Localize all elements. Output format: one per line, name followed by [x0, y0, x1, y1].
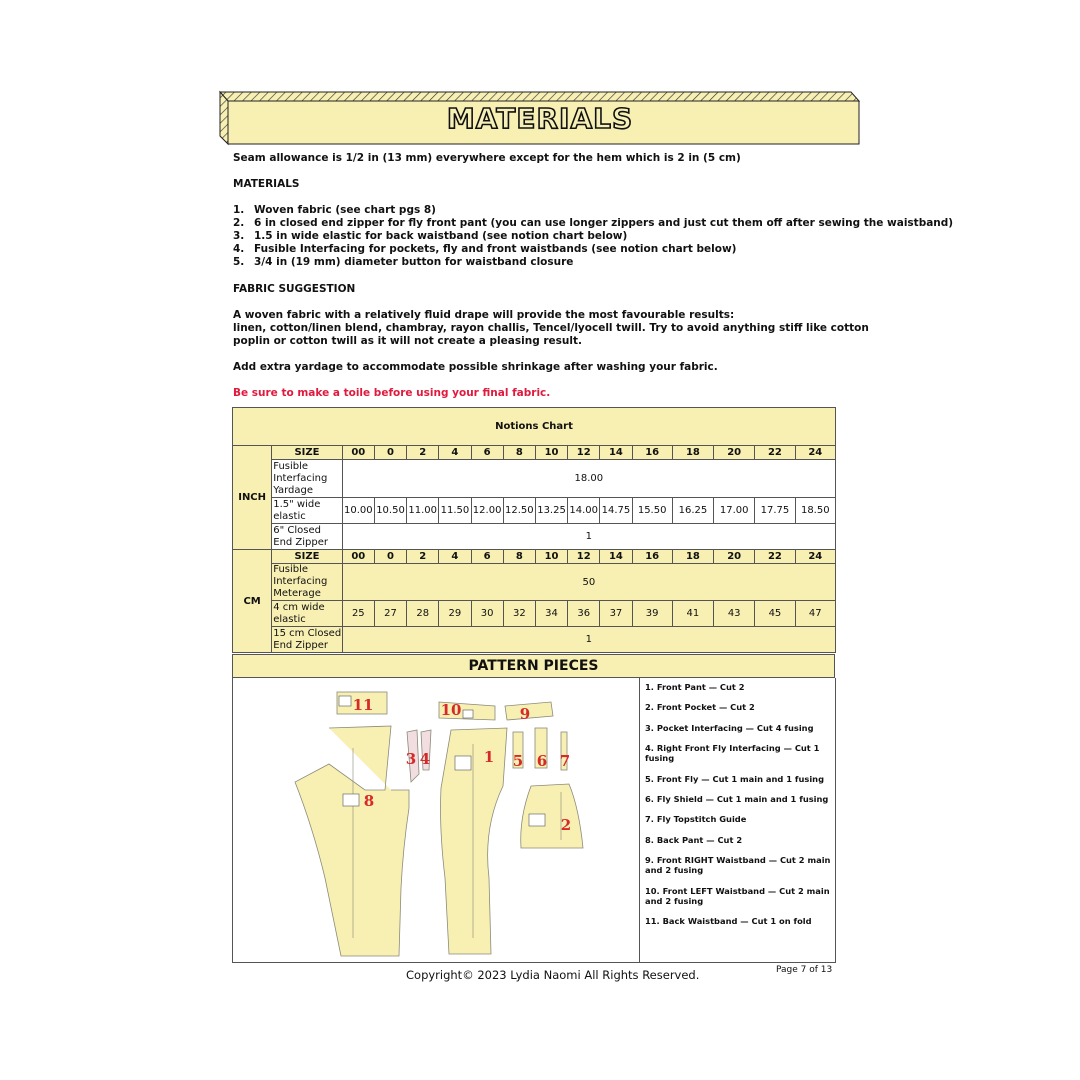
list-item: 8. Back Pant — Cut 2 — [645, 834, 743, 845]
piece-label-box — [339, 696, 351, 706]
size-cell: 24 — [795, 550, 835, 564]
list-item: 2. Front Pocket — Cut 2 — [645, 702, 755, 713]
size-cell: 4 — [439, 550, 471, 564]
size-cell: 14 — [600, 446, 632, 460]
row-label: 6" Closed End Zipper — [272, 524, 342, 550]
pattern-layout-drawing — [233, 678, 640, 962]
elastic-cell: 29 — [439, 601, 471, 627]
elastic-cell: 32 — [503, 601, 535, 627]
elastic-cell: 18.50 — [795, 498, 835, 524]
item-text: 1.5 in wide elastic for back waistband (see notion chart below) — [254, 230, 628, 242]
pattern-pieces-heading: PATTERN PIECES — [232, 654, 835, 678]
pattern-pieces-svg — [233, 678, 639, 962]
size-cell: 22 — [755, 446, 795, 460]
copyright: Copyright© 2023 Lydia Naomi All Rights Reserved. — [406, 968, 700, 982]
elastic-cell: 17.00 — [714, 498, 755, 524]
piece-label-box — [529, 814, 545, 826]
size-cell: 14 — [600, 550, 632, 564]
toile-warning: Be sure to make a toile before using your final fabric. — [233, 387, 551, 399]
piece-number: 10 — [440, 701, 462, 719]
elastic-cell: 34 — [535, 601, 567, 627]
elastic-cell: 11.50 — [439, 498, 471, 524]
row-label: 15 cm Closed End Zipper — [273, 627, 342, 651]
elastic-cell: 10.50 — [374, 498, 406, 524]
list-item: 5. Front Fly — Cut 1 main and 1 fusing — [645, 773, 825, 784]
fabric-types: linen, cotton/linen blend, chambray, rayon challis, Tencel/lyocell twill. Try to avoid anything stiff like cotton poplin or cotton twill as it will not create a pleasing result. — [233, 322, 869, 347]
size-cell: 2 — [407, 446, 439, 460]
item-text: 6 in closed end zipper for fly front pant (you can use longer zippers and just cut them off after sewing the waistband) — [254, 217, 954, 229]
elastic-cell: 43 — [714, 601, 755, 627]
elastic-cell: 30 — [471, 601, 503, 627]
size-cell: 00 — [342, 550, 374, 564]
pattern-pieces-list — [645, 682, 831, 937]
elastic-cell: 12.50 — [503, 498, 535, 524]
piece-label-box — [343, 794, 359, 806]
list-item: 1. Front Pant — Cut 2 — [645, 682, 745, 692]
size-cell: 20 — [714, 550, 755, 564]
row-label: 1.5" wide elastic — [272, 498, 342, 524]
seam-allowance-note: Seam allowance is 1/2 in (13 mm) everywhere except for the hem which is 2 in (5 cm) — [233, 152, 741, 164]
size-header: SIZE — [272, 550, 342, 564]
list-item — [233, 256, 953, 269]
elastic-cell: 12.00 — [471, 498, 503, 524]
pattern-piece-front-pant — [441, 728, 508, 954]
elastic-cell: 11.00 — [407, 498, 439, 524]
elastic-cell: 36 — [568, 601, 600, 627]
materials-list — [233, 204, 953, 269]
piece-label-box — [463, 710, 473, 718]
pattern-pieces-panel — [232, 678, 836, 963]
notions-title: Notions Chart — [233, 408, 836, 446]
zipper-value: 1 — [342, 627, 835, 653]
size-cell: 2 — [407, 550, 439, 564]
piece-number: 3 — [405, 750, 417, 768]
page-number: Page 7 of 13 — [776, 965, 833, 975]
item-number: 4. — [233, 243, 245, 255]
size-cell: 4 — [439, 446, 471, 460]
elastic-cell: 14.00 — [568, 498, 600, 524]
size-cell: 6 — [471, 550, 503, 564]
item-text: 3/4 in (19 mm) diameter button for waistband closure — [254, 256, 574, 268]
page-title: MATERIALS — [446, 102, 634, 135]
size-cell: 0 — [374, 446, 406, 460]
size-cell: 22 — [755, 550, 795, 564]
shrinkage-note: Add extra yardage to accommodate possible shrinkage after washing your fabric. — [233, 361, 718, 373]
piece-number: 1 — [483, 748, 495, 766]
size-cell: 0 — [374, 550, 406, 564]
elastic-cell: 28 — [407, 601, 439, 627]
zipper-value: 1 — [342, 524, 835, 550]
piece-number: 5 — [512, 752, 524, 770]
row-label: Fusible Interfacing Yardage — [272, 460, 342, 498]
piece-number: 6 — [536, 752, 548, 770]
size-cell: 24 — [795, 446, 835, 460]
size-cell: 12 — [568, 446, 600, 460]
item-number: 3. — [233, 230, 245, 242]
piece-number: 9 — [519, 705, 531, 723]
size-cell: 18 — [672, 550, 713, 564]
row-label: Fusible Interfacing Meterage — [272, 564, 342, 601]
elastic-cell: 15.50 — [632, 498, 672, 524]
list-item: 3. Pocket Interfacing — Cut 4 fusing — [645, 722, 814, 733]
elastic-cell: 10.00 — [342, 498, 374, 524]
size-cell: 8 — [503, 446, 535, 460]
row-label: 4 cm wide elastic — [272, 601, 342, 627]
list-item: 7. Fly Topstitch Guide — [645, 814, 747, 825]
list-item: 6. Fly Shield — Cut 1 main and 1 fusing — [645, 793, 829, 804]
list-item — [233, 230, 953, 243]
interfacing-value: 50 — [342, 564, 835, 601]
size-cell: 20 — [714, 446, 755, 460]
elastic-cell: 39 — [632, 601, 672, 627]
pattern-piece-back-pant — [295, 726, 409, 956]
elastic-cell: 47 — [795, 601, 835, 627]
size-cell: 10 — [535, 550, 567, 564]
elastic-cell: 37 — [600, 601, 632, 627]
piece-label-box — [455, 756, 471, 770]
elastic-cell: 45 — [755, 601, 795, 627]
item-number: 2. — [233, 217, 245, 229]
size-cell: 18 — [672, 446, 713, 460]
size-cell: 16 — [632, 550, 672, 564]
list-item: 9. Front RIGHT Waistband — Cut 2 main and 2 fusing — [645, 854, 831, 876]
item-number: 1. — [233, 204, 245, 216]
size-cell: 12 — [568, 550, 600, 564]
size-header: SIZE — [272, 446, 342, 460]
title-banner — [219, 90, 861, 146]
list-item: 11. Back Waistband — Cut 1 on fold — [645, 916, 812, 927]
list-item: 4. Right Front Fly Interfacing — Cut 1 fusing — [645, 742, 820, 764]
unit-label-inch: INCH — [233, 446, 272, 550]
piece-number: 7 — [559, 752, 571, 770]
unit-label-cm: CM — [233, 550, 272, 653]
size-cell: 10 — [535, 446, 567, 460]
list-item: 10. Front LEFT Waistband — Cut 2 main and 2 fusing — [645, 885, 830, 907]
item-text: Fusible Interfacing for pockets, fly and front waistbands (see notion chart below) — [254, 243, 737, 255]
size-cell: 16 — [632, 446, 672, 460]
fabric-intro: A woven fabric with a relatively fluid drape will provide the most favourable results: — [233, 309, 735, 321]
list-item — [233, 217, 953, 230]
size-cell: 6 — [471, 446, 503, 460]
fabric-heading: FABRIC SUGGESTION — [233, 283, 356, 295]
elastic-cell: 17.75 — [755, 498, 795, 524]
list-item — [233, 204, 953, 217]
elastic-cell: 16.25 — [672, 498, 713, 524]
list-item — [233, 243, 953, 256]
elastic-cell: 41 — [672, 601, 713, 627]
elastic-cell: 14.75 — [600, 498, 632, 524]
item-number: 5. — [233, 256, 245, 268]
size-cell: 8 — [503, 550, 535, 564]
piece-number: 11 — [352, 696, 374, 714]
notions-chart — [232, 407, 836, 653]
elastic-cell: 13.25 — [535, 498, 567, 524]
elastic-cell: 27 — [374, 601, 406, 627]
piece-number: 8 — [363, 792, 375, 810]
piece-number: 4 — [419, 750, 431, 768]
elastic-cell: 25 — [342, 601, 374, 627]
item-text: Woven fabric (see chart pgs 8) — [254, 204, 436, 216]
piece-number: 2 — [560, 816, 572, 834]
materials-heading: MATERIALS — [233, 178, 300, 190]
size-cell: 00 — [342, 446, 374, 460]
interfacing-value: 18.00 — [342, 460, 835, 498]
